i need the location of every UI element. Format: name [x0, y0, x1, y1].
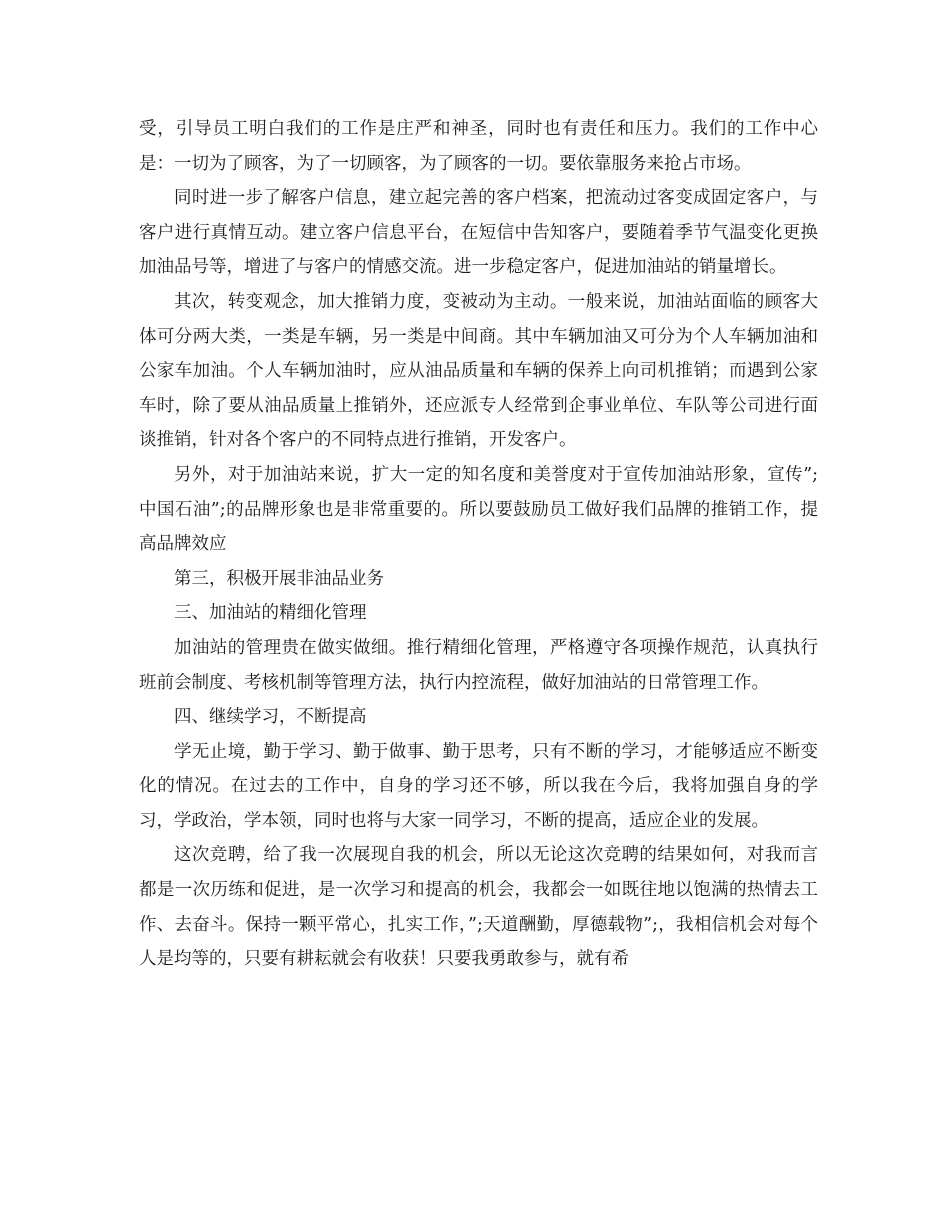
heading-fine-management: 三、加油站的精细化管理 [174, 603, 367, 624]
paragraph-continued: 受，引导员工明白我们的工作是庄严和神圣，同时也有责任和压力。我们的工作中心是：一切为了顾客，为了一切顾客，为了顾客的一切。要依靠服务来抢占市场。 [139, 119, 818, 174]
paragraph-learning: 学无止境，勤于学习、勤于做事、勤于思考，只有不断的学习，才能够适应不断变化的情况。在过去的工作中，自身的学习还不够，所以我在今后，我将加强自身的学习，学政治，学本领，同时也将与大家一同学习，不断的提高，适应企业的发展。 [139, 741, 818, 831]
paragraph-brand-image: 另外，对于加油站来说，扩大一定的知名度和美誉度对于宣传加油站形象，宣传”;中国石油”;的品牌形象也是非常重要的。所以要鼓励员工做好我们品牌的推销工作，提高品牌效应 [139, 464, 818, 555]
paragraph-fine-management: 加油站的管理贵在做实做细。推行精细化管理，严格遵守各项操作规范，认真执行班前会制度、考核机制等管理方法，执行内控流程，做好加油站的日常管理工作。 [139, 637, 818, 693]
paragraph-sales-promotion: 其次，转变观念，加大推销力度，变被动为主动。一般来说，加油站面临的顾客大体可分两大类，一类是车辆，另一类是中间商。其中车辆加油又可分为个人车辆加油和公家车加油。个人车辆加油时，应从油品质量和车辆的保养上向司机推销；而遇到公家车时，除了要从油品质量上推销外，还应派专人经常到企事业单位、车队等公司进行面谈推销，针对各个客户的不同特点进行推销，开发客户。 [139, 291, 818, 451]
paragraph-competition: 这次竞聘，给了我一次展现自我的机会，所以无论这次竞聘的结果如何，对我而言都是一次历练和促进，是一次学习和提高的机会，我都会一如既往地以饱满的热情去工作、去奋斗。保持一颗平常心，扎实工作，”;天道酬勤，厚德载物”;，我相信机会对每个人是均等的，只要有耕耘就会有收获！只要我勇敢参与，就有希 [139, 845, 818, 970]
paragraph-customer-info: 同时进一步了解客户信息，建立起完善的客户档案，把流动过客变成固定客户，与客户进行真情互动。建立客户信息平台，在短信中告知客户，要随着季节气温变化更换加油品号等，增进了与客户的情感交流。进一步稳定客户，促进加油站的销量增长。 [139, 188, 818, 278]
heading-non-oil-business: 第三，积极开展非油品业务 [174, 568, 384, 589]
heading-continued-learning: 四、继续学习，不断提高 [174, 707, 367, 728]
